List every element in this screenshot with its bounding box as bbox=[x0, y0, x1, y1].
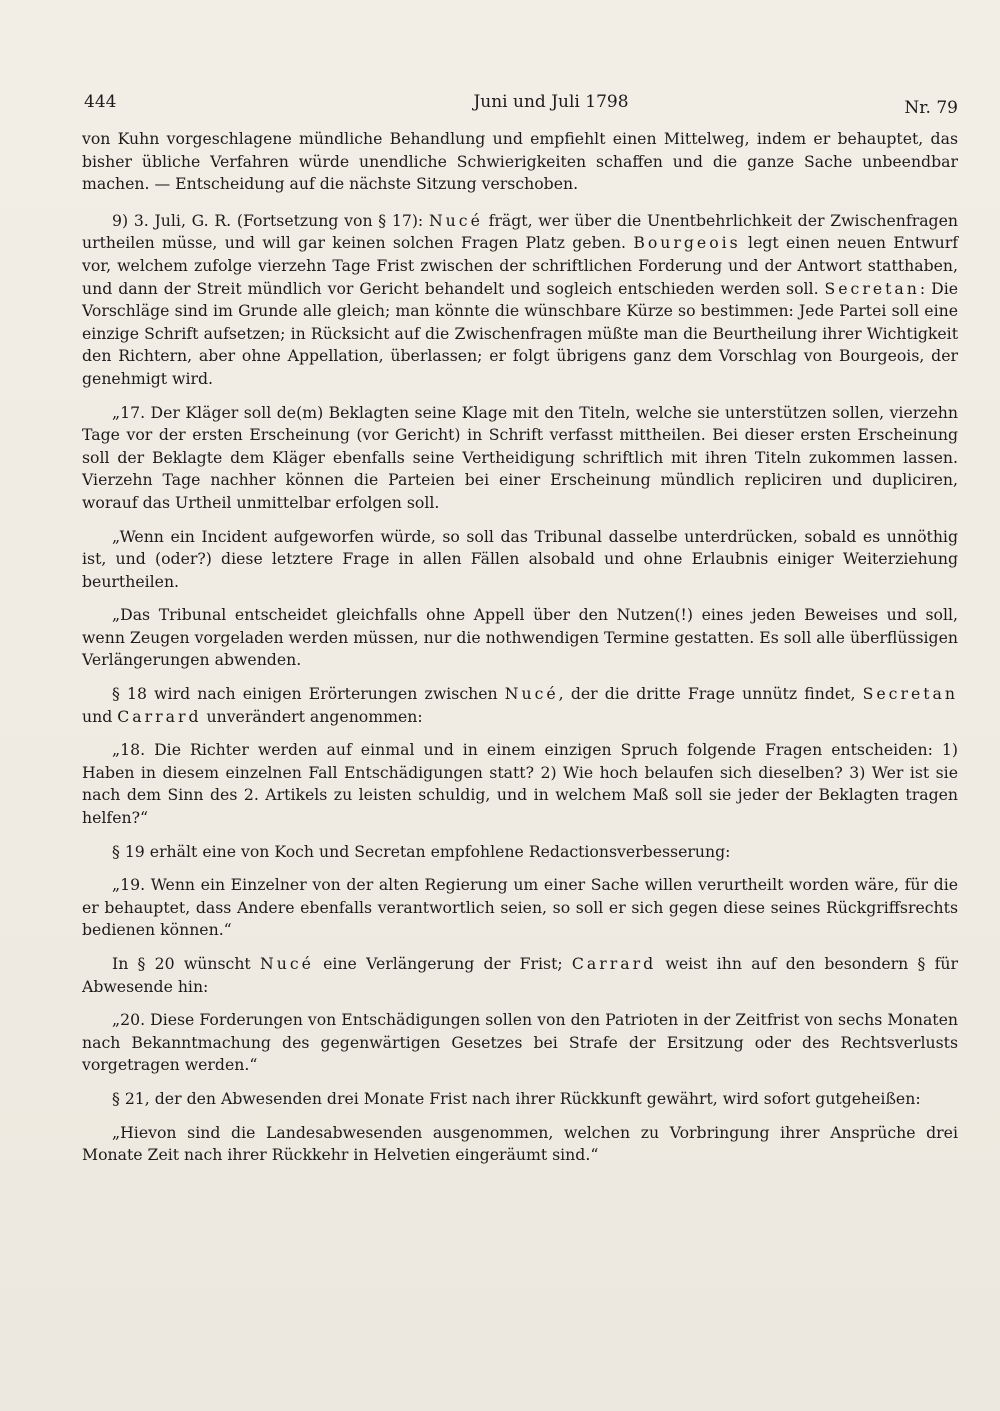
spaced-name: Bourgeois bbox=[633, 233, 741, 253]
text-run: „Wenn ein Incident aufgeworfen würde, so soll das Tribunal dasselbe unterdrücken, sobald es unnöthig ist, und (oder?) diese letztere Frage in allen Fällen alsobald und ohne Erlaubnis einiger Weiterziehung beurtheilen. bbox=[82, 526, 958, 591]
document-number: Nr. 79 bbox=[904, 98, 958, 118]
paragraph bbox=[82, 1009, 958, 1077]
paragraph bbox=[82, 604, 958, 672]
text-run: „Das Tribunal entscheidet gleichfalls ohne Appell über den Nutzen(!) eines jeden Beweises und soll, wenn Zeugen vorgeladen werden müssen, nur die nothwendigen Termine gestatten. Es soll alle überflüssigen Verlängerungen abwenden. bbox=[82, 605, 958, 670]
text-run: § 19 erhält eine von Koch und Secretan empfohlene Redactionsverbesserung: bbox=[112, 841, 731, 861]
text-run: „20. Diese Forderungen von Entschädigungen sollen von den Patrioten in der Zeitfrist von sechs Monaten nach Bekanntmachung des gegenwärtigen Gesetzes bei Strafe der Ersitzung oder des Rechtsverlusts vorgetragen werden.“ bbox=[82, 1010, 958, 1075]
text-run: In § 20 wünscht bbox=[112, 954, 260, 973]
text-run: von Kuhn vorgeschlagene mündliche Behandlung und empfiehlt einen Mittelweg, indem er behauptet, das bisher übliche Verfahren würde unendliche Schwierigkeiten schaffen und die ganze Sache unbeendbar machen. — Entscheidung auf die nächste Sitzung verschoben. bbox=[82, 129, 958, 194]
paragraph bbox=[82, 1122, 958, 1167]
text-run: „17. Der Kläger soll de(m) Beklagten seine Klage mit den Titeln, welche sie unterstützen sollen, vierzehn Tage vor der ersten Erscheinung (vor Gericht) in Schrift verfasst mittheilen. Bei dieser ersten Erscheinung soll der Beklagte dem Kläger ebenfalls seine Vertheidigung schriftlich mit ihren Titeln zukommen lassen. Vierzehn Tage nachher können die Parteien bei einer Erscheinung mündlich repliciren und dupliciren, worauf das Urtheil unmittelbar erfolgen soll. bbox=[82, 402, 958, 512]
spaced-name: Carrard bbox=[571, 954, 657, 973]
text-run: frägt, wer über die Unentbehrlichkeit der Zwischenfragen urtheilen müsse, und will gar keinen solchen Fragen Platz geben. bbox=[82, 210, 958, 253]
text-run: „19. Wenn ein Einzelner von der alten Regierung um einer Sache willen verurtheilt worden wäre, für die er behauptet, dass Andere ebenfalls verantwortlich seien, so soll er sich gegen diese seines Rückgriffsrechts bedienen können.“ bbox=[82, 875, 958, 940]
paragraph bbox=[82, 1088, 958, 1111]
paragraph bbox=[82, 128, 958, 196]
paragraph bbox=[82, 739, 958, 829]
text-run: , der die dritte Frage unnütz findet, bbox=[558, 684, 863, 704]
running-title: Juni und Juli 1798 bbox=[473, 92, 629, 112]
spaced-name: Nucé bbox=[504, 684, 559, 704]
spaced-name: Carrard bbox=[117, 706, 202, 726]
spaced-name: Secretan bbox=[824, 278, 920, 298]
text-run: eine Verlängerung der Frist; bbox=[313, 954, 572, 973]
paragraph bbox=[82, 841, 958, 864]
spaced-name: Nucé bbox=[259, 954, 314, 973]
text-run: „18. Die Richter werden auf einmal und in einem einzigen Spruch folgende Fragen entscheiden: 1) Haben in diesem einzelnen Fall Entschädigungen statt? 2) Wie hoch belaufen sich dieselben? 3) Wer ist sie nach dem Sinn des 2. Artikels zu leisten schuldig, und in welchem Maß soll sie jeder der Beklagten tragen helfen?“ bbox=[82, 740, 958, 828]
paragraph bbox=[82, 526, 958, 594]
text-run: und bbox=[82, 706, 118, 726]
paragraph bbox=[82, 210, 958, 391]
text-run: weist ihn auf den besondern § für Abwesende hin: bbox=[82, 954, 958, 996]
text-run: unverändert angenommen: bbox=[201, 706, 423, 726]
paragraph bbox=[82, 874, 958, 942]
page-number: 444 bbox=[84, 92, 117, 112]
text-run: „Hievon sind die Landesabwesenden ausgenommen, welchen zu Vorbringung ihrer Ansprüche drei Monate Zeit nach ihrer Rückkehr in Helvetien eingeräumt sind.“ bbox=[82, 1122, 958, 1165]
text-run: legt einen neuen Entwurf vor, welchem zufolge vierzehn Tage Frist zwischen der schriftlichen Forderung und der Antwort statthaben, und dann der Streit mündlich vor Gericht behandelt und sogleich entschieden werden soll. bbox=[82, 233, 958, 298]
text-run: 9) 3. Juli, G. R. (Fortsetzung von § 17): bbox=[112, 210, 429, 230]
text-run: § 21, der den Abwesenden drei Monate Frist nach ihrer Rückkunft gewährt, wird sofort gutgeheißen: bbox=[112, 1088, 921, 1108]
text-run: : Die Vorschläge sind im Grunde alle gleich; man könnte die wünschbare Kürze so bestimmen: Jede Partei soll eine einzige Schrift aufsetzen; in Rücksicht auf die Zwischenfragen müßte man die Beurtheilung ihrer Wichtigkeit den Richtern, aber ohne Appellation, überlassen; er folgt übrigens ganz dem Vorschlag von Bourgeois, der genehmigt wird. bbox=[82, 278, 958, 388]
spaced-name: Secretan bbox=[862, 684, 958, 704]
page-header bbox=[84, 92, 958, 120]
text-run: § 18 wird nach einigen Erörterungen zwischen bbox=[112, 684, 505, 704]
page-body bbox=[82, 128, 958, 1178]
paragraph bbox=[82, 953, 958, 998]
spaced-name: Nucé bbox=[428, 210, 483, 230]
paragraph bbox=[82, 402, 958, 515]
paragraph bbox=[82, 683, 958, 728]
